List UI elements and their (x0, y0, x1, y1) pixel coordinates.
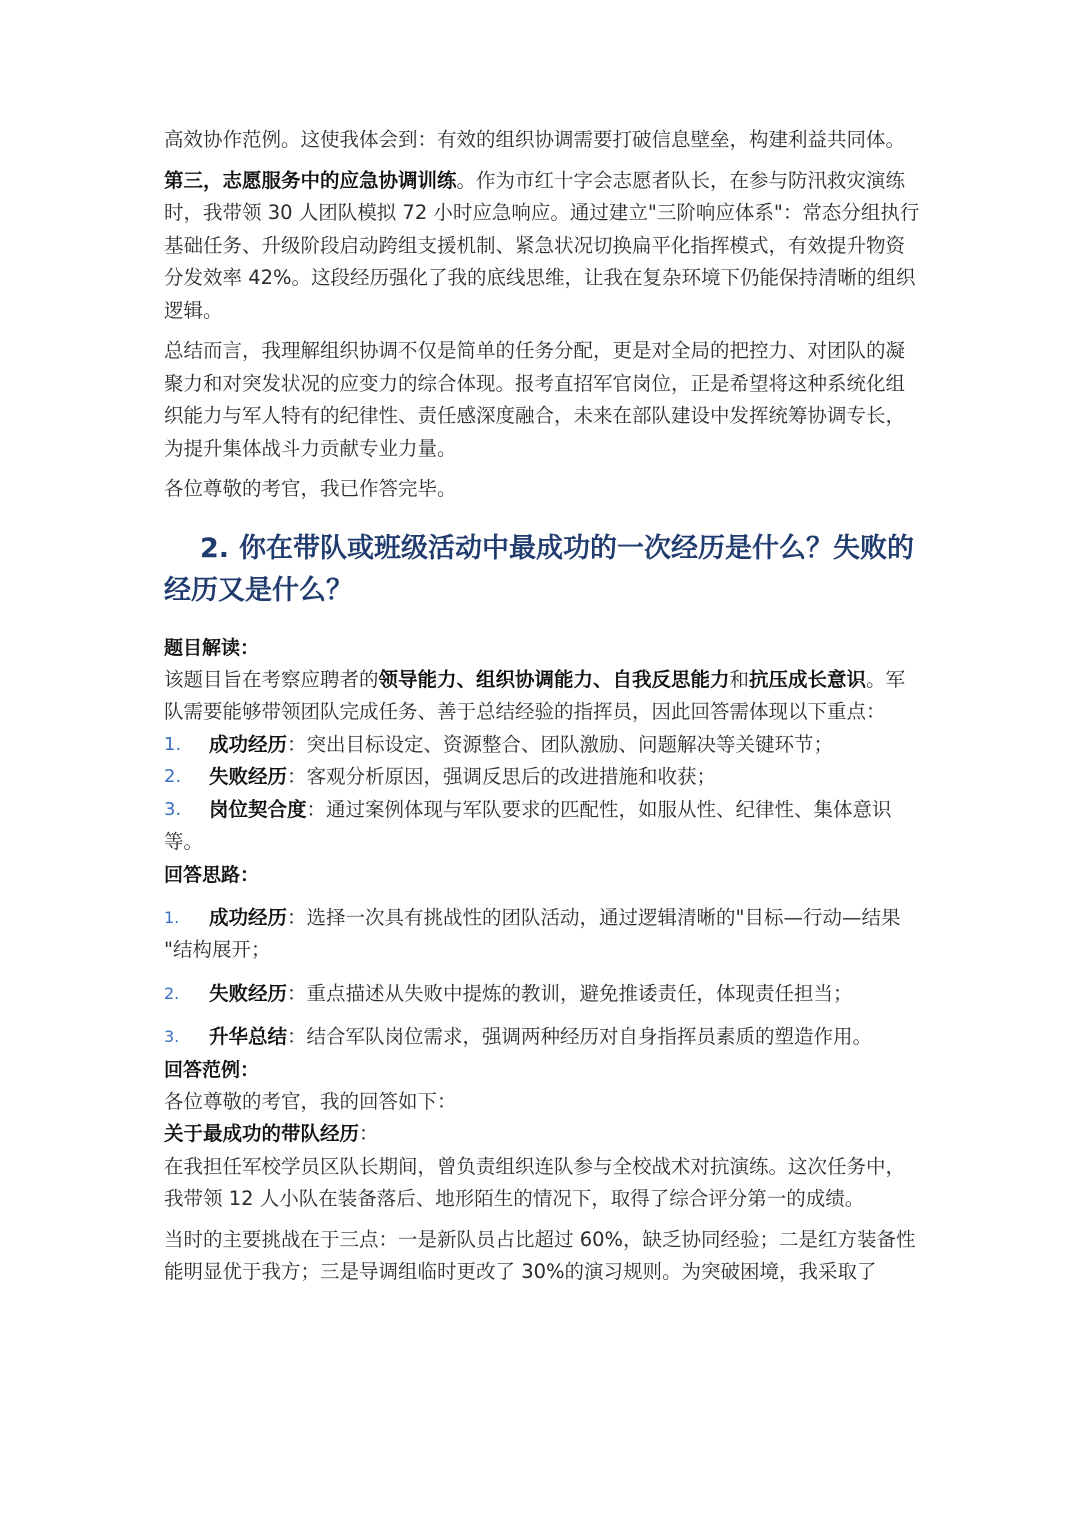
list-number: 3. (164, 1027, 180, 1046)
analysis-intro-resilience: 抗压成长意识 (749, 667, 867, 691)
paragraph-closing: 各位尊敬的考官，我已作答完毕。 (164, 477, 457, 500)
question-number: 2. (200, 532, 230, 564)
document-page (164, 124, 920, 1289)
list-number: 3. (164, 798, 182, 820)
approach-item (164, 978, 920, 1011)
list-key: 失败经历 (209, 765, 288, 788)
analysis-intro-abilities: 领导能力、组织协调能力、自我反思能力 (378, 667, 730, 691)
analysis-item (164, 794, 920, 827)
question-text: 你在带队或班级活动中最成功的一次经历是什么？失败的经历又是什么？ (164, 532, 915, 606)
list-key: 成功经历 (209, 732, 288, 756)
analysis-item (164, 729, 920, 762)
list-key: 升华总结 (209, 1025, 288, 1048)
example-subheading-colon: ： (359, 1122, 379, 1145)
question-heading (164, 528, 920, 612)
list-value: ：通过案例体现与军队要求的匹配性，如服从性、纪律性、集体意识 (306, 797, 892, 821)
analysis-intro-a: 该题目旨在考察应聘者的 (164, 667, 379, 691)
list-value: ：突出目标设定、资源整合、团队激励、问题解决等关键环节； (287, 732, 834, 756)
example-label: 回答范例： (164, 1058, 260, 1081)
list-number: 2. (164, 766, 182, 787)
list-number: 2. (164, 983, 180, 1003)
list-number: 1. (164, 733, 182, 755)
list-value: ：结合军队岗位需求，强调两种经历对自身指挥员素质的塑造作用。 (287, 1025, 873, 1048)
list-value: ：重点描述从失败中提炼的教训，避免推诿责任，体现责任担当； (287, 981, 853, 1005)
example-paragraph-2: 当时的主要挑战在于三点：一是新队员占比超过 60%，缺乏协同经验；二是红方装备性能明显优于我方；三是导调组临时更改了 30%的演习规则。为突破困境，我采取了 (164, 1227, 916, 1283)
analysis-intro (164, 664, 920, 729)
list-key: 成功经历 (209, 905, 288, 929)
list-key: 失败经历 (209, 981, 288, 1005)
approach-item-continuation: "结构展开； (164, 938, 271, 961)
analysis-item-continuation: 等。 (164, 830, 204, 853)
approach-item (164, 1021, 920, 1054)
paragraph-volunteer-lead: 第三，志愿服务中的应急协调训练 (164, 168, 457, 192)
list-value: ：选择一次具有挑战性的团队活动，通过逻辑清晰的"目标—行动—结果 (287, 905, 901, 929)
paragraph-volunteer-body: 。作为市红十字会志愿者队长，在参与防汛救灾演练时，我带领 30 人团队模拟 72 小时应急响应。通过建立"三阶响应体系"：常态分组执行基础任务、升级阶段启动跨组支援机制、紧急状况切换扁平化指挥模式，有效提升物资分发效率 42%。这段经历强化了我的底线思维，让我在复杂环境下仍能保持清晰的组织逻辑。 (164, 168, 920, 322)
analysis-intro-and: 和 (729, 667, 750, 691)
list-key: 岗位契合度 (209, 797, 307, 821)
list-number: 1. (164, 907, 180, 927)
analysis-label: 题目解读： (164, 636, 260, 659)
paragraph-conclusion: 总结而言，我理解组织协调不仅是简单的任务分配，更是对全局的把控力、对团队的凝聚力和对突发状况的应变力的综合体现。报考直招军官岗位，正是希望将这种系统化组织能力与军人特有的纪律性、责任感深度融合，未来在部队建设中发挥统筹协调专长，为提升集体战斗力贡献专业力量。 (164, 339, 906, 460)
analysis-item (164, 761, 920, 794)
example-subheading-bold: 关于最成功的带队经历 (164, 1122, 360, 1145)
approach-item (164, 902, 920, 935)
list-value: ：客观分析原因，强调反思后的改进措施和收获； (287, 765, 717, 788)
paragraph-coordination-summary: 高效协作范例。这使我体会到：有效的组织协调需要打破信息壁垒，构建利益共同体。 (164, 128, 906, 151)
approach-label: 回答思路： (164, 863, 260, 886)
example-subheading (164, 1118, 920, 1151)
example-paragraph-1: 在我担任军校学员区队长期间，曾负责组织连队参与全校战术对抗演练。这次任务中，我带领 12 人小队在装备落后、地形陌生的情况下，取得了综合评分第一的成绩。 (164, 1154, 906, 1210)
paragraph-volunteer (164, 165, 920, 328)
example-greeting: 各位尊敬的考官，我的回答如下： (164, 1089, 457, 1113)
analysis-intro-d: 。军队需要能够带领团队完成任务、善于总结经验的指挥员，因此回答需体现以下重点： (164, 667, 906, 723)
